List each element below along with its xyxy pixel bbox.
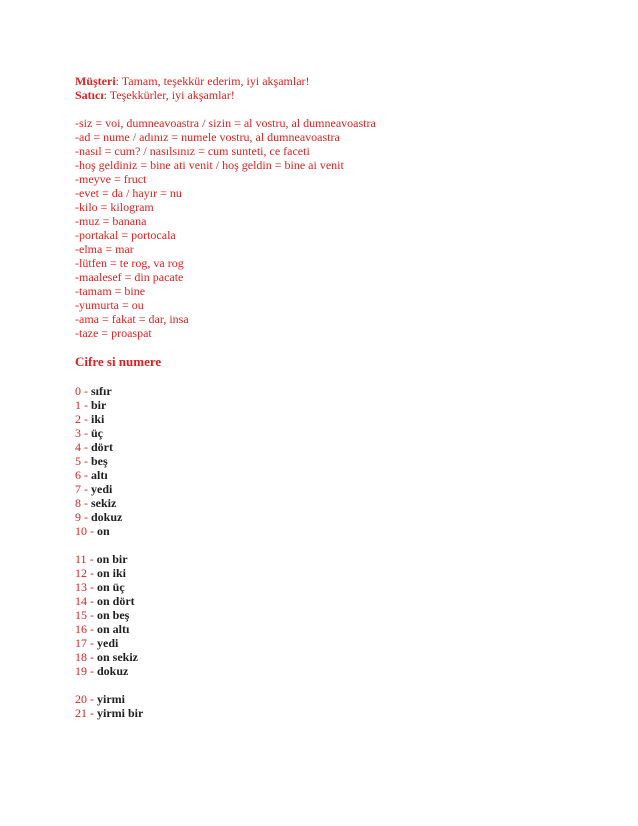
number-item <box>75 524 575 538</box>
number-word: bir <box>91 398 107 412</box>
number-separator: - <box>81 510 91 524</box>
number-separator: - <box>87 622 97 636</box>
number-digit: 18 <box>75 650 87 664</box>
number-separator: - <box>87 692 97 706</box>
number-separator: - <box>87 580 97 594</box>
number-item <box>75 608 575 622</box>
number-word: on bir <box>96 552 128 566</box>
numbers-list-11-19 <box>75 552 575 678</box>
number-item <box>75 440 575 454</box>
spacer <box>75 370 575 384</box>
number-digit: 8 <box>75 496 81 510</box>
number-word: dört <box>91 440 113 454</box>
number-item <box>75 468 575 482</box>
number-separator: - <box>87 650 97 664</box>
number-item <box>75 398 575 412</box>
number-word: sekiz <box>91 496 117 510</box>
number-digit: 11 <box>75 552 87 566</box>
number-digit: 2 <box>75 412 81 426</box>
number-separator: - <box>81 482 91 496</box>
vocabulary-item: -muz = banana <box>75 214 147 228</box>
number-word: on altı <box>97 622 130 636</box>
vocabulary-item: -tamam = bine <box>75 284 146 298</box>
number-digit: 0 <box>75 384 81 398</box>
number-word: üç <box>91 426 103 440</box>
vocabulary-item: -evet = da / hayır = nu <box>75 186 182 200</box>
number-word: iki <box>91 412 105 426</box>
vocabulary-list <box>75 116 575 340</box>
vocabulary-item: -yumurta = ou <box>75 298 144 312</box>
number-separator: - <box>86 552 97 566</box>
vocabulary-item: -kilo = kilogram <box>75 200 154 214</box>
spacer <box>75 678 575 692</box>
numbers-list-0-10 <box>75 384 575 538</box>
vocabulary-item: -portakal = portocala <box>75 228 176 242</box>
number-word: yirmi bir <box>97 706 144 720</box>
number-word: on üç <box>97 580 125 594</box>
number-digit: 17 <box>75 636 87 650</box>
number-digit: 4 <box>75 440 81 454</box>
number-digit: 19 <box>75 664 87 678</box>
spacer <box>75 538 575 552</box>
vocabulary-item: -lütfen = te rog, va rog <box>75 256 184 270</box>
vocabulary-item: -nasıl = cum? / nasılsınız = cum sunteti, ce faceti <box>75 144 310 158</box>
number-word: dokuz <box>91 510 123 524</box>
number-separator: - <box>87 664 97 678</box>
number-digit: 3 <box>75 426 81 440</box>
number-digit: 9 <box>75 510 81 524</box>
number-separator: - <box>87 636 97 650</box>
spacer <box>75 102 575 116</box>
number-item <box>75 552 575 566</box>
numbers-heading: Cifre si numere <box>75 354 162 369</box>
number-digit: 6 <box>75 468 81 482</box>
number-digit: 15 <box>75 608 87 622</box>
number-separator: - <box>81 412 91 426</box>
number-item <box>75 594 575 608</box>
number-word: dokuz <box>97 664 129 678</box>
number-digit: 1 <box>75 398 81 412</box>
number-digit: 12 <box>75 566 87 580</box>
number-word: on <box>97 524 110 538</box>
number-word: on iki <box>97 566 127 580</box>
number-word: sıfır <box>91 384 112 398</box>
number-digit: 16 <box>75 622 87 636</box>
vocabulary-item: -ad = nume / adınız = numele vostru, al dumneavoastra <box>75 130 340 144</box>
number-separator: - <box>81 384 91 398</box>
vocabulary-item: -siz = voi, dumneavoastra / sizin = al vostru, al dumneavoastra <box>75 116 376 130</box>
dialogue-speaker: Satıcı <box>75 88 104 102</box>
vocabulary-item: -maalesef = din pacate <box>75 270 184 284</box>
number-item <box>75 566 575 580</box>
dialogue-line <box>75 74 575 88</box>
number-item <box>75 510 575 524</box>
number-digit: 21 <box>75 706 87 720</box>
number-item <box>75 664 575 678</box>
number-digit: 7 <box>75 482 81 496</box>
number-separator: - <box>87 608 97 622</box>
number-separator: - <box>81 468 91 482</box>
number-word: on beş <box>97 608 130 622</box>
number-separator: - <box>81 398 91 412</box>
vocabulary-item: -elma = mar <box>75 242 134 256</box>
number-item <box>75 426 575 440</box>
dialogue-line <box>75 88 575 102</box>
number-separator: - <box>87 524 97 538</box>
number-word: yedi <box>91 482 113 496</box>
number-separator: - <box>81 496 91 510</box>
number-separator: - <box>87 566 97 580</box>
number-item <box>75 482 575 496</box>
number-separator: - <box>81 454 91 468</box>
number-item <box>75 412 575 426</box>
number-item <box>75 496 575 510</box>
document-content <box>75 74 575 720</box>
vocabulary-item: -ama = fakat = dar, insa <box>75 312 189 326</box>
number-word: on sekiz <box>97 650 139 664</box>
number-digit: 14 <box>75 594 87 608</box>
number-item <box>75 454 575 468</box>
number-item <box>75 580 575 594</box>
number-word: altı <box>91 468 108 482</box>
numbers-list-20-21 <box>75 692 575 720</box>
dialogue-text: : Teşekkürler, iyi akşamlar! <box>103 88 235 102</box>
number-word: yedi <box>97 636 119 650</box>
number-separator: - <box>81 426 91 440</box>
number-item <box>75 692 575 706</box>
number-digit: 5 <box>75 454 81 468</box>
number-item <box>75 636 575 650</box>
number-digit: 10 <box>75 524 87 538</box>
number-word: beş <box>91 454 108 468</box>
number-item <box>75 650 575 664</box>
number-digit: 20 <box>75 692 87 706</box>
dialogue-text: : Tamam, teşekkür ederim, iyi akşamlar! <box>115 74 310 88</box>
vocabulary-item: -taze = proaspat <box>75 326 152 340</box>
dialogue-speaker: Müşteri <box>75 74 116 88</box>
number-separator: - <box>81 440 91 454</box>
number-word: on dört <box>97 594 135 608</box>
vocabulary-item: -meyve = fruct <box>75 172 147 186</box>
vocabulary-item: -hoş geldiniz = bine ati venit / hoş geldin = bine ai venit <box>75 158 344 172</box>
number-item <box>75 706 575 720</box>
spacer <box>75 340 575 354</box>
number-separator: - <box>87 706 97 720</box>
number-item <box>75 622 575 636</box>
number-word: yirmi <box>97 692 125 706</box>
number-item <box>75 384 575 398</box>
number-separator: - <box>87 594 97 608</box>
number-digit: 13 <box>75 580 87 594</box>
